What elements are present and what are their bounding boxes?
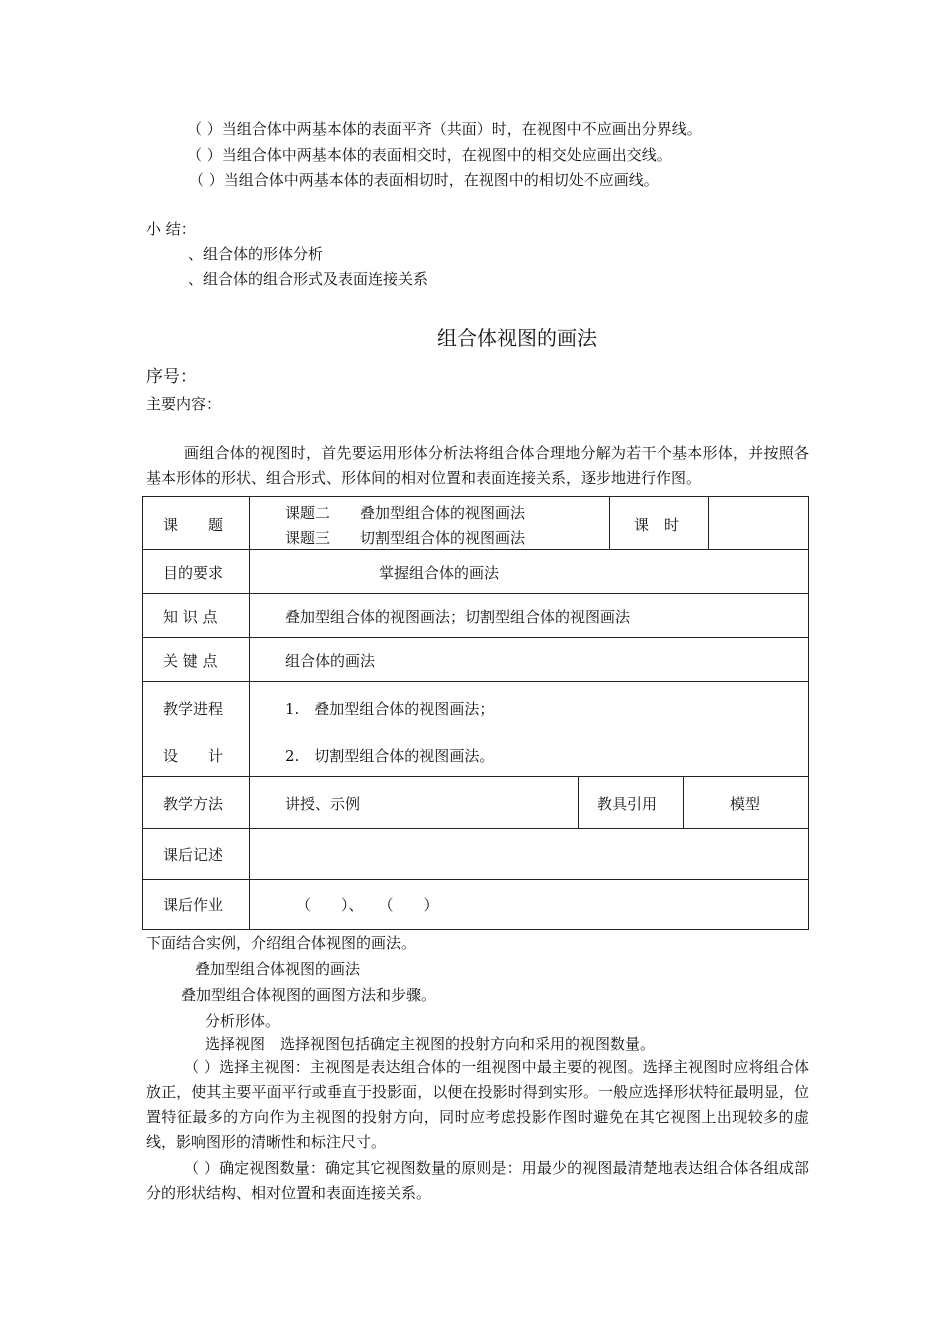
intro-paragraph: 画组合体的视图时，首先要运用形体分析法将组合体合理地分解为若干个基本形体，并按照各基本形体的形状、组合形式、形体间的相对位置和表面连接关系，逐步地进行作图。 <box>146 444 809 487</box>
notes-label-cell <box>142 828 250 880</box>
process-label-2: 设 计 <box>163 747 224 765</box>
process-label-1: 教学进程 <box>163 700 224 718</box>
notes-label: 课后记述 <box>163 846 224 864</box>
method-value: 讲授、示例 <box>285 795 361 813</box>
rule-line-3: （ ）当组合体中两基本体的表面相切时，在视图中的相切处不应画线。 <box>189 171 659 189</box>
topic-label-cell <box>142 496 250 550</box>
goal-value-cell <box>249 549 809 594</box>
homework-value-cell <box>249 879 809 930</box>
method-value-cell <box>249 776 579 829</box>
notes-value-cell <box>249 828 809 880</box>
knowledge-value-cell <box>249 593 809 638</box>
topic-value-cell <box>249 496 610 550</box>
summary-item-2: 、组合体的组合形式及表面连接关系 <box>188 270 429 288</box>
sequence-label: 序号： <box>146 367 197 387</box>
steps-line: 叠加型组合体视图的画图方法和步骤。 <box>181 986 437 1004</box>
section-heading: 叠加型组合体视图的画法 <box>195 960 361 978</box>
topic-line-2: 课题三 切割型组合体的视图画法 <box>285 529 526 547</box>
rule-line-1: （ ）当组合体中两基本体的表面平齐（共面）时，在视图中不应画出分界线。 <box>187 120 702 138</box>
topic-label: 课 题 <box>163 516 224 534</box>
tools-label-cell <box>578 776 684 829</box>
lesson-plan-table <box>142 496 809 930</box>
view-count-paragraph: （ ）确定视图数量：确定其它视图数量的原则是：用最少的视图最清楚地表达组合体各组成部分的形状结构、相对位置和表面连接关系。 <box>146 1159 809 1202</box>
goal-value: 掌握组合体的画法 <box>379 564 500 582</box>
homework-label-cell <box>142 879 250 930</box>
goal-label: 目的要求 <box>163 564 224 582</box>
tools-value-cell <box>683 776 809 829</box>
key-label: 关 键 点 <box>163 652 218 670</box>
page-title: 组合体视图的画法 <box>437 326 597 350</box>
rule-line-2: （ ）当组合体中两基本体的表面相交时，在视图中的相交处应画出交线。 <box>187 146 672 164</box>
summary-label: 小 结： <box>146 220 196 238</box>
topic-line-1: 课题二 叠加型组合体的视图画法 <box>285 504 526 522</box>
summary-item-1: 、组合体的形体分析 <box>188 245 324 263</box>
analyze-line: 分析形体。 <box>205 1012 281 1030</box>
process-value-cell <box>249 681 809 777</box>
method-label: 教学方法 <box>163 795 224 813</box>
tools-label: 教具引用 <box>597 795 658 813</box>
hours-label-cell <box>609 496 709 550</box>
key-value-cell <box>249 637 809 682</box>
select-view-line: 选择视图 选择视图包括确定主视图的投射方向和采用的视图数量。 <box>205 1035 656 1053</box>
process-item-2: 2. 切割型组合体的视图画法。 <box>285 747 495 765</box>
key-label-cell <box>142 637 250 682</box>
hours-value-cell <box>708 496 809 550</box>
example-intro-line: 下面结合实例，介绍组合体视图的画法。 <box>146 934 417 952</box>
method-label-cell <box>142 776 250 829</box>
main-content-label: 主要内容： <box>146 395 222 413</box>
process-label-cell <box>142 681 250 777</box>
homework-label: 课后作业 <box>163 896 224 914</box>
process-item-1: 1. 叠加型组合体的视图画法； <box>285 700 495 718</box>
main-view-paragraph: （ ）选择主视图：主视图是表达组合体的一组视图中最主要的视图。选择主视图时应将组合体放正，使其主要平面平行或垂直于投影面，以便在投影时得到实形。一般应选择形状特征最明显，位置特征最多的方向作为主视图的投射方向，同时应考虑投影作图时避免在其它视图上出现较多的虚线，影响图形的清晰性和标注尺寸。 <box>146 1058 809 1151</box>
hours-label: 课 时 <box>634 516 680 534</box>
knowledge-label-cell <box>142 593 250 638</box>
key-value: 组合体的画法 <box>285 652 376 670</box>
knowledge-value: 叠加型组合体的视图画法；切割型组合体的视图画法 <box>285 608 631 626</box>
goal-label-cell <box>142 549 250 594</box>
knowledge-label: 知 识 点 <box>163 608 218 626</box>
tools-value: 模型 <box>730 795 761 813</box>
homework-value: （ ）、 （ ） <box>296 896 439 914</box>
